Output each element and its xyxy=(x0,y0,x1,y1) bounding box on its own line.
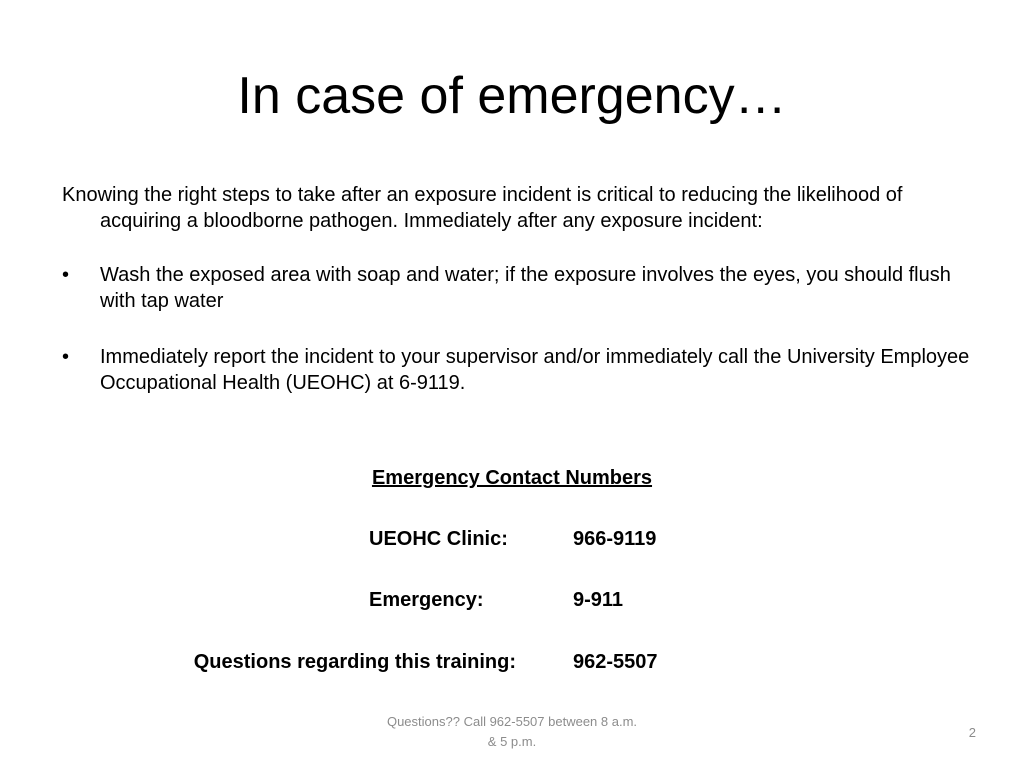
slide-footer xyxy=(352,712,672,752)
page-number: 2 xyxy=(968,725,976,740)
contact-row xyxy=(0,526,1024,552)
contact-label: Emergency: xyxy=(369,589,484,611)
bullet-marker: • xyxy=(62,264,70,286)
contact-number: 9-911 xyxy=(573,589,624,611)
contacts-heading: Emergency Contact Numbers xyxy=(371,467,653,489)
footer-line: Questions?? Call 962-5507 between 8 a.m. xyxy=(386,714,638,729)
slide-title: In case of emergency… xyxy=(237,67,787,125)
slide-body xyxy=(62,182,972,396)
contact-row xyxy=(0,587,1024,613)
bullet-item xyxy=(62,262,972,314)
contact-number: 966-9119 xyxy=(573,528,657,550)
contact-label: UEOHC Clinic: xyxy=(369,528,508,550)
contact-number: 962-5507 xyxy=(573,651,658,673)
bullet-text: Wash the exposed area with soap and water; if the exposure involves the eyes, you should flush with tap water xyxy=(100,264,951,312)
bullet-item xyxy=(62,344,972,396)
bullet-marker: • xyxy=(62,346,70,368)
footer-line: & 5 p.m. xyxy=(487,734,537,749)
contact-label: Questions regarding this training: xyxy=(193,651,516,673)
bullet-text: Immediately report the incident to your supervisor and/or immediately call the University Employee Occupational Health (UEOHC) at 6-9119. xyxy=(100,346,970,394)
contact-row xyxy=(0,649,1024,675)
intro-paragraph: Knowing the right steps to take after an exposure incident is critical to reducing the likelihood of acquiring a bloodborne pathogen. Immediately after any exposure incident: xyxy=(62,184,903,232)
